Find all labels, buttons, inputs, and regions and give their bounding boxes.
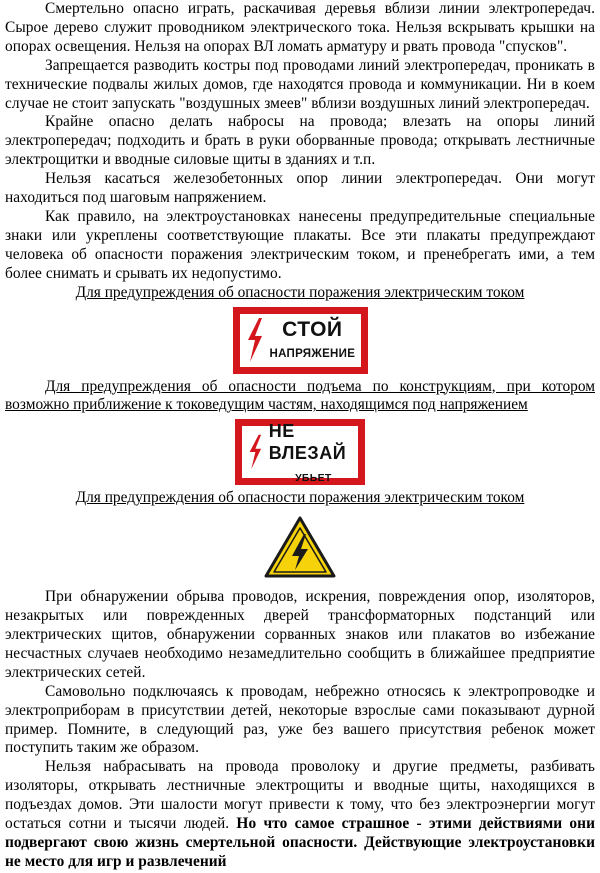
caption-sign-stop: Для предупреждения об опасности поражения электрическим током xyxy=(75,283,525,301)
sign-stop-title: СТОЙ xyxy=(282,318,343,341)
caption-sign-no-climb: Для предупреждения об опасности подъема по конструкциям, при котором возможно приближение к токоведущим частям, находящимся под напряжением xyxy=(5,377,595,414)
lightning-bolt-icon xyxy=(246,318,264,362)
paragraph-warning-signs: Как правило, на электроустановках нанесены предупредительные специальные знаки или укреплены соответствующие плакаты. Все эти плакаты предупреждают человека об опасности поражения электрическим током, и пренебрегать ими, а тем более снимать и срывать их недопустимо. xyxy=(5,207,595,282)
paragraph-fires: Запрещается разводить костры под проводами линий электропередач, проникать в технические подвалы жилых домов, где находятся провода и коммуникации. Ни в коем случае не стоит запускать "воздушных змеев" вблизи воздушных линий электропередач. xyxy=(5,56,595,112)
sign-triangle-voltage xyxy=(5,516,595,578)
paragraph-trees: Смертельно опасно играть, раскачивая деревья вблизи линии электропередач. Сырое дерево служит проводником электрического тока. Нельзя вскрывать крышки на опорах освещения. Нельзя на опорах ВЛ ломать арматуру и рвать провода "спусков". xyxy=(5,0,595,55)
document-page xyxy=(5,0,595,872)
sign-stop-voltage xyxy=(5,307,595,374)
sign-stop-subtitle: НАПРЯЖЕНИЕ xyxy=(269,348,356,360)
paragraph-concrete-poles: Нельзя касаться железобетонных опор линии электропередач. Они могут находиться под шаговым напряжением. xyxy=(5,170,595,207)
paragraph-report-damage: При обнаружении обрыва проводов, искрения, повреждения опор, изоляторов, незакрытых или поврежденных дверей трансформаторных подстанций или электрических щитов, обнаружении сорванных знаков или плакатов во избежание несчастных случаев необходимо незамедлительно сообщить в ближайшее предприятие электрических сетей. xyxy=(5,588,595,681)
lightning-bolt-icon xyxy=(248,431,263,473)
sign-no-climb-title: НЕ ВЛЕЗАЙ xyxy=(268,421,347,464)
paragraph-final-bold-text: Но что самое страшное - этими действиями они подвергают свою жизнь смертельной опасности. Действующие электроустановки не место для игр и развлечений xyxy=(5,815,596,870)
paragraph-adults-example: Самовольно подключаясь к проводам, небрежно относясь к электропроводке и электроприборам в присутствии детей, некоторые взрослые сами показывают дурной пример. Помните, в следующий раз, уже без вашего присутствия ребенок может поступить таким же образом. xyxy=(5,682,595,757)
sign-no-climb-subtitle: УБЬЕТ xyxy=(295,472,332,485)
sign-no-climb xyxy=(5,419,595,485)
paragraph-final-warning xyxy=(5,758,595,871)
high-voltage-triangle-icon xyxy=(264,516,336,578)
paragraph-final-normal-text: Нельзя набрасывать на провода проволоку и другие предметы, разбивать изоляторы, открывать лестничные электрощиты и вводные щиты, находящихся в подъездах домов. Эти шалости могут привести к тому, что без электроэнергии могут остаться сотни и тысячи людей. xyxy=(5,758,595,833)
paragraph-dangerous-actions: Крайне опасно делать набросы на провода; влезать на опоры линий электропередач; подходить и брать в руки оборванные провода; открывать лестничные электрощитки и вводные силовые щиты в зданиях и т.п. xyxy=(5,113,595,169)
caption-sign-triangle: Для предупреждения об опасности поражения электрическим током xyxy=(75,489,525,507)
